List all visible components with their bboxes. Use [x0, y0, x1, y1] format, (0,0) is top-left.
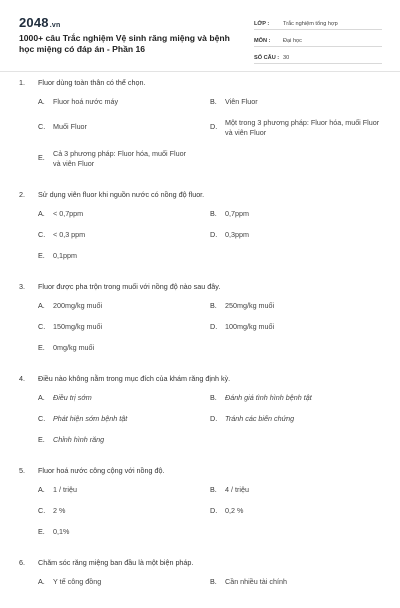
meta-value-count: 30 [283, 55, 290, 61]
option-text: 1 / triệu [53, 485, 77, 494]
option-d[interactable] [210, 506, 380, 516]
option-list [0, 97, 400, 180]
option-b[interactable] [210, 301, 380, 311]
option-list [0, 577, 400, 598]
option-d[interactable] [210, 230, 380, 240]
option-text: 4 / triệu [225, 485, 249, 494]
question-number: 3. [19, 282, 25, 291]
option-letter: D. [210, 122, 218, 131]
option-text: Y tế công đồng [53, 577, 102, 586]
option-text: Tránh các biến chứng [225, 414, 295, 423]
option-letter: E. [38, 343, 45, 352]
meta-value-class: Trắc nghiệm tổng hợp [283, 21, 338, 27]
option-text: 0,7ppm [225, 209, 249, 218]
option-d[interactable] [210, 322, 380, 332]
question-text: Fluor hoá nước công cộng với nồng độ. [38, 466, 165, 475]
option-text: < 0,3 ppm [53, 230, 86, 239]
option-a[interactable] [38, 209, 210, 219]
option-letter: B. [210, 97, 217, 106]
worksheet-meta [254, 15, 382, 66]
option-letter: B. [210, 209, 217, 218]
question-stem [0, 558, 400, 568]
meta-row-subject [254, 32, 382, 47]
option-e[interactable] [38, 149, 188, 169]
option-letter: B. [210, 577, 217, 586]
option-e[interactable] [38, 343, 210, 353]
site-logo[interactable] [19, 15, 60, 30]
question-text: Fluor được pha trộn trong muối với nồng độ nào sau đây. [38, 282, 221, 291]
option-text: 200mg/kg muối [53, 301, 103, 310]
option-letter: A. [38, 301, 45, 310]
option-letter: E. [38, 527, 45, 536]
question-stem [0, 282, 400, 292]
question-stem [0, 190, 400, 200]
header-divider [0, 71, 400, 72]
option-letter: C. [38, 230, 46, 239]
option-c[interactable] [38, 506, 210, 516]
option-list [0, 393, 400, 456]
question-number: 4. [19, 374, 25, 383]
option-letter: B. [210, 393, 217, 402]
question-text: Chăm sóc răng miệng ban đầu là một biện pháp. [38, 558, 194, 567]
option-letter: D. [210, 230, 218, 239]
option-a[interactable] [38, 485, 210, 495]
question-number: 6. [19, 558, 25, 567]
option-letter: C. [38, 122, 46, 131]
option-e[interactable] [38, 527, 210, 537]
option-b[interactable] [210, 577, 380, 587]
option-e[interactable] [38, 435, 210, 445]
option-text: 100mg/kg muối [225, 322, 275, 331]
option-text: Viên Fluor [225, 97, 258, 106]
question-number: 2. [19, 190, 25, 199]
option-d[interactable] [210, 414, 380, 424]
question-2 [0, 190, 400, 272]
meta-row-class [254, 15, 382, 30]
option-letter: B. [210, 301, 217, 310]
option-text: 0,3ppm [225, 230, 249, 239]
option-letter: B. [210, 485, 217, 494]
question-text: Fluor dùng toàn thân có thể chọn. [38, 78, 146, 87]
option-text: Fluor hoá nước máy [53, 97, 119, 106]
option-text: 0mg/kg muối [53, 343, 95, 352]
option-text: Phát hiện sớm bệnh tật [53, 414, 128, 423]
option-text: Muối Fluor [53, 122, 87, 131]
question-3 [0, 282, 400, 364]
question-5 [0, 466, 400, 548]
meta-value-subject: Đại học [283, 38, 302, 44]
logo-text: 2048 [19, 15, 49, 30]
option-list [0, 485, 400, 548]
logo-suffix: .vn [49, 22, 61, 29]
option-letter: E. [38, 251, 45, 260]
option-letter: A. [38, 97, 45, 106]
option-letter: D. [210, 322, 218, 331]
question-number: 1. [19, 78, 25, 87]
option-letter: A. [38, 393, 45, 402]
option-c[interactable] [38, 414, 210, 424]
option-b[interactable] [210, 485, 380, 495]
option-a[interactable] [38, 393, 210, 403]
meta-key-subject: MÔN : [254, 38, 271, 44]
option-letter: D. [210, 414, 218, 423]
option-text: 0,1% [53, 527, 70, 536]
option-text: 250mg/kg muối [225, 301, 275, 310]
option-letter: E. [38, 435, 45, 444]
question-6 [0, 558, 400, 598]
option-letter: A. [38, 209, 45, 218]
option-list [0, 301, 400, 364]
option-text: Chỉnh hình răng [53, 435, 105, 444]
option-b[interactable] [210, 97, 380, 107]
option-c[interactable] [38, 322, 210, 332]
option-text: 150mg/kg muối [53, 322, 103, 331]
question-list [0, 78, 400, 608]
option-b[interactable] [210, 209, 380, 219]
option-e[interactable] [38, 251, 210, 261]
question-4 [0, 374, 400, 456]
option-text: 0,1ppm [53, 251, 77, 260]
option-letter: A. [38, 485, 45, 494]
question-1 [0, 78, 400, 180]
option-text: Cả 3 phương pháp: Fluor hóa, muối Fluor và viên Fluor [53, 149, 186, 168]
option-text: Đánh giá tình hình bệnh tật [225, 393, 312, 402]
option-letter: C. [38, 414, 46, 423]
meta-row-count [254, 49, 382, 64]
option-letter: A. [38, 577, 45, 586]
option-text: Điều trị sớm [53, 393, 92, 402]
option-text: 2 % [53, 506, 66, 515]
option-b[interactable] [210, 393, 380, 403]
option-text: 0,2 % [225, 506, 244, 515]
question-text: Sử dụng viên fluor khi nguồn nước có nồng độ fluor. [38, 190, 205, 199]
worksheet-header [0, 0, 400, 66]
meta-key-count: SỐ CÂU : [254, 55, 280, 61]
question-stem [0, 78, 400, 88]
question-stem [0, 466, 400, 476]
option-a[interactable] [38, 97, 210, 107]
option-text: Một trong 3 phương pháp: Fluor hóa, muối Fluor và viên Fluor [225, 118, 380, 137]
option-text: < 0,7ppm [53, 209, 84, 218]
option-text: Cần nhiều tài chính [225, 577, 287, 586]
option-list [0, 209, 400, 272]
worksheet-title: 1000+ câu Trắc nghiệm Vệ sinh răng miệng và bệnh học miệng có đáp án - Phần 16 [19, 33, 230, 54]
option-c[interactable] [38, 230, 210, 240]
option-letter: D. [210, 506, 218, 515]
option-letter: C. [38, 506, 46, 515]
option-letter: E. [38, 153, 45, 162]
question-stem [0, 374, 400, 384]
question-number: 5. [19, 466, 25, 475]
option-c[interactable] [38, 118, 210, 138]
meta-key-class: LỚP : [254, 21, 270, 27]
option-d[interactable] [210, 118, 380, 138]
option-a[interactable] [38, 301, 210, 311]
option-letter: C. [38, 322, 46, 331]
question-text: Điều nào không nằm trong mục đích của khám răng định kỳ. [38, 374, 231, 383]
option-a[interactable] [38, 577, 210, 587]
